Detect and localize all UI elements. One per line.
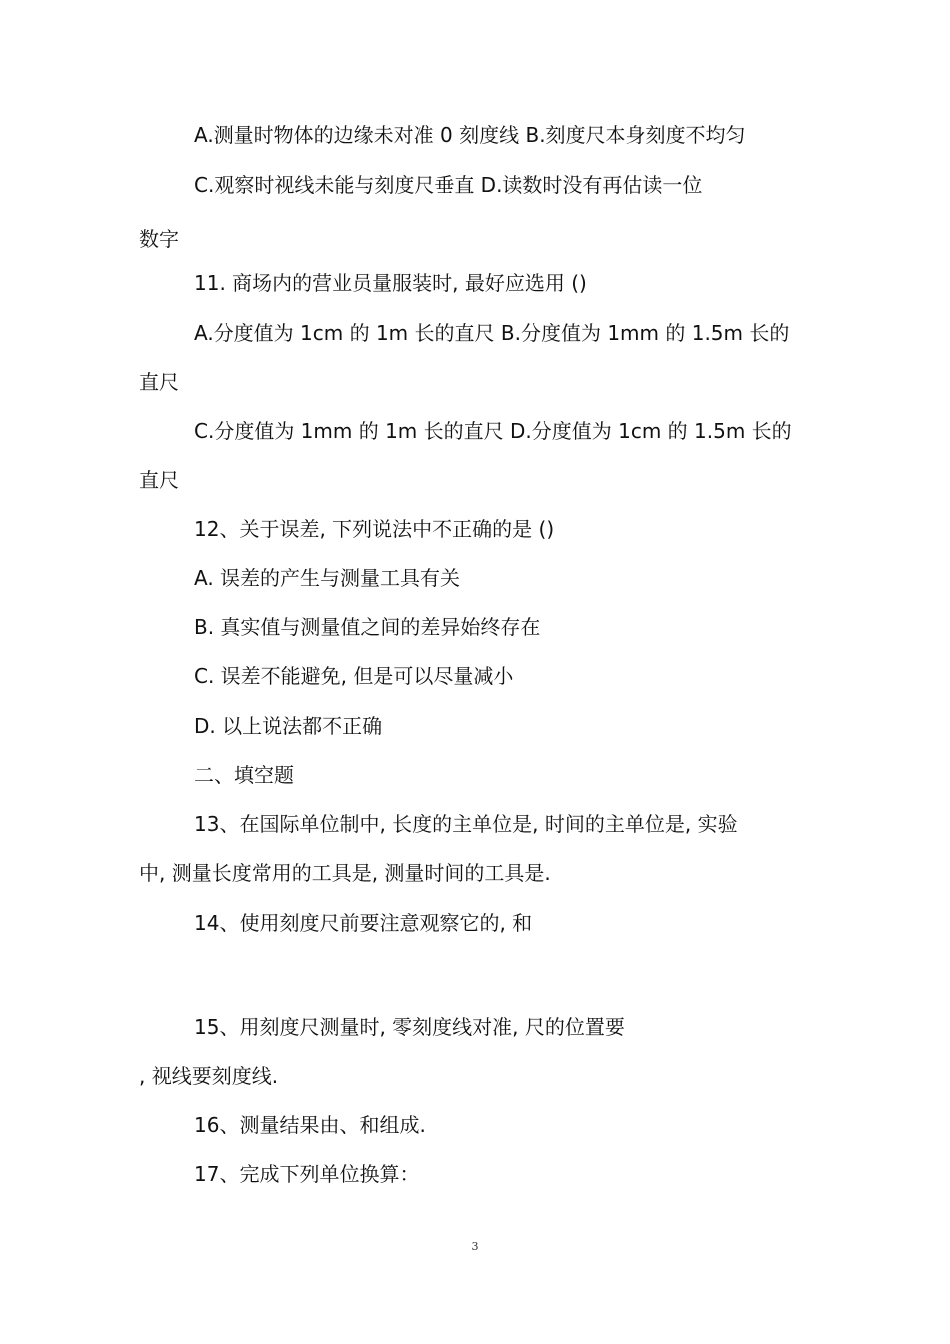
q12-option-c: C. 误差不能避免, 但是可以尽量减小 bbox=[194, 664, 514, 688]
q12-option-a: A. 误差的产生与测量工具有关 bbox=[194, 566, 461, 590]
q12-option-b: B. 真实值与测量值之间的差异始终存在 bbox=[194, 615, 541, 639]
q13-question: 13、在国际单位制中, 长度的主单位是, 时间的主单位是, 实验 bbox=[194, 812, 738, 836]
q12-option-d: D. 以上说法都不正确 bbox=[194, 714, 383, 738]
q10-options-ab: A.测量时物体的边缘未对准 0 刻度线 B.刻度尺本身刻度不均匀 bbox=[194, 123, 746, 147]
q11-options-cd-continued: 直尺 bbox=[139, 468, 179, 492]
q14-question: 14、使用刻度尺前要注意观察它的, 和 bbox=[194, 911, 533, 935]
q10-options-cd: C.观察时视线未能与刻度尺垂直 D.读数时没有再估读一位 bbox=[194, 173, 703, 197]
section-heading-fill-in: 二、填空题 bbox=[194, 763, 294, 787]
q11-options-cd: C.分度值为 1mm 的 1m 长的直尺 D.分度值为 1cm 的 1.5m 长的 bbox=[194, 419, 792, 443]
q11-options-ab-continued: 直尺 bbox=[139, 370, 179, 394]
q11-options-ab: A.分度值为 1cm 的 1m 长的直尺 B.分度值为 1mm 的 1.5m 长的 bbox=[194, 321, 790, 345]
q13-question-continued: 中, 测量长度常用的工具是, 测量时间的工具是. bbox=[139, 861, 551, 885]
q15-question-continued: , 视线要刻度线. bbox=[139, 1064, 279, 1088]
q16-question: 16、测量结果由、和组成. bbox=[194, 1113, 426, 1137]
q11-question: 11. 商场内的营业员量服装时, 最好应选用 () bbox=[194, 271, 587, 295]
q15-question: 15、用刻度尺测量时, 零刻度线对准, 尺的位置要 bbox=[194, 1015, 625, 1039]
q10-options-cd-continued: 数字 bbox=[139, 227, 179, 251]
q12-question: 12、关于误差, 下列说法中不正确的是 () bbox=[194, 517, 555, 541]
page-number: 3 bbox=[471, 1240, 479, 1253]
q17-question: 17、完成下列单位换算： bbox=[194, 1162, 420, 1186]
